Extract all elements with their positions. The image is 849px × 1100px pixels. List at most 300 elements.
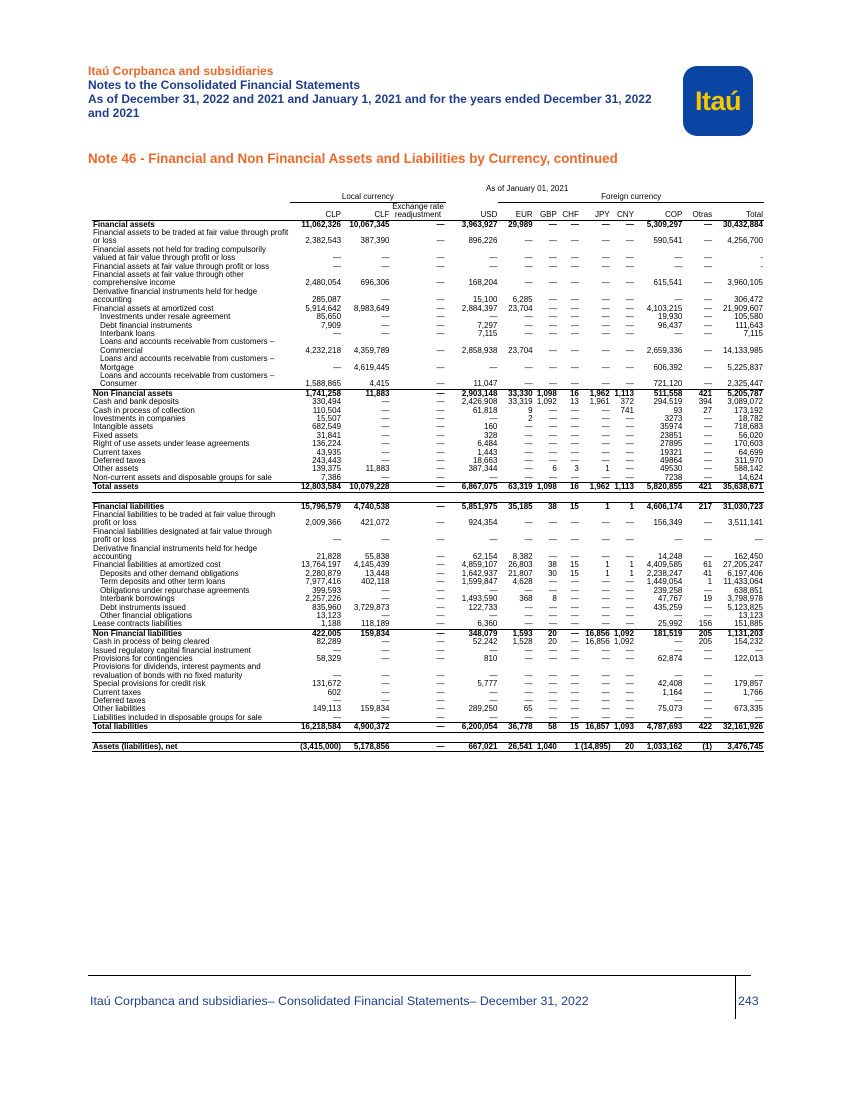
- cell-value: —: [570, 518, 579, 528]
- cell-value: —: [570, 253, 579, 263]
- cell-value: 56,020: [738, 431, 763, 440]
- column-header: CNY: [617, 211, 634, 220]
- cell-value: 615,541: [653, 278, 683, 288]
- cell-value: 3,798,978: [727, 595, 763, 604]
- cell-value: 19,930: [657, 313, 683, 322]
- cell-value: —: [570, 406, 579, 415]
- cell-value: —: [625, 321, 634, 330]
- cell-value: —: [381, 586, 390, 595]
- cell-value: —: [570, 696, 579, 705]
- cell-value: —: [570, 638, 579, 647]
- cell-value: 368: [519, 595, 533, 604]
- cell-value: —: [548, 414, 557, 423]
- cell-value: 173,192: [734, 406, 763, 415]
- cell-value: 21,807: [508, 569, 533, 578]
- cell-value: —: [524, 586, 533, 595]
- cell-value: —: [489, 586, 498, 595]
- cell-value: —: [704, 414, 713, 423]
- cell-value: 5,123,825: [727, 603, 763, 612]
- cell-value: —: [333, 713, 342, 722]
- column-header: GBP: [539, 211, 557, 220]
- footer-vertical-divider: [735, 975, 736, 1019]
- cell-value: —: [704, 535, 713, 545]
- cell-value: —: [524, 680, 533, 689]
- cell-value: —: [436, 304, 445, 313]
- cell-value: —: [534, 220, 558, 229]
- row-label: Non Financial assets: [92, 389, 290, 398]
- cell-value: 33,330: [498, 389, 533, 398]
- cell-value: 3: [574, 465, 579, 474]
- cell-value: 421,072: [360, 518, 390, 528]
- table-row: [92, 483, 764, 492]
- cell-value: —: [548, 688, 557, 697]
- cell-value: 1: [558, 742, 580, 751]
- cell-value: —: [436, 321, 445, 330]
- cell-value: —: [704, 345, 713, 355]
- cell-value: —: [548, 329, 557, 338]
- cell-value: 1,766: [742, 688, 763, 697]
- cell-value: 16,218,584: [290, 723, 342, 732]
- cell-value: —: [570, 278, 579, 288]
- cell-value: —: [625, 423, 634, 432]
- cell-value: —: [625, 448, 634, 457]
- cell-value: —: [601, 688, 610, 697]
- cell-value: 16,856: [580, 629, 611, 638]
- cell-value: 1,449,054: [646, 578, 683, 587]
- cell-value: 4,415: [369, 379, 390, 389]
- row-label: Loans and accounts receivable from customers – Mortgage: [100, 355, 275, 372]
- cell-value: —: [570, 654, 579, 663]
- cell-value: —: [381, 670, 390, 680]
- cell-value: —: [489, 262, 498, 271]
- cell-value: —: [390, 502, 445, 511]
- cell-value: 924,354: [468, 518, 498, 528]
- cell-value: —: [381, 638, 390, 647]
- cell-value: —: [704, 321, 713, 330]
- cell-value: —: [436, 431, 445, 440]
- row-label: Deposits and other demand obligations: [100, 569, 239, 578]
- table-row: [92, 587, 764, 595]
- cell-value: —: [704, 586, 713, 595]
- cell-value: —: [381, 253, 390, 263]
- cell-value: 29,989: [498, 220, 533, 229]
- cell-value: —: [601, 345, 610, 355]
- cell-value: —: [704, 654, 713, 663]
- cell-value: —: [558, 629, 580, 638]
- cell-value: (3,415,000): [290, 742, 342, 751]
- cell-value: 7,297: [477, 321, 498, 330]
- cell-value: —: [601, 680, 610, 689]
- table-row: [92, 474, 764, 483]
- cell-value: 82,289: [316, 638, 342, 647]
- cell-value: 15,100: [472, 295, 498, 305]
- row-label: Deferred taxes: [93, 457, 146, 465]
- cell-value: —: [489, 535, 498, 545]
- row-label: Debt financial instruments: [100, 321, 193, 330]
- row-label: Provisions for contingencies: [93, 654, 193, 663]
- cell-value: 1,741,258: [290, 389, 342, 398]
- cell-value: —: [436, 578, 445, 587]
- cell-value: —: [625, 431, 634, 440]
- cell-value: 1: [605, 561, 610, 570]
- table-row: [92, 612, 764, 620]
- cell-value: —: [570, 304, 579, 313]
- cell-value: 1: [605, 465, 610, 474]
- cell-value: —: [489, 414, 498, 423]
- cell-value: —: [333, 535, 342, 545]
- cell-value: 20: [534, 629, 558, 638]
- cell-value: —: [524, 696, 533, 705]
- cell-value: 16: [558, 389, 580, 398]
- cell-value: —: [436, 295, 445, 305]
- cell-value: —: [524, 465, 533, 474]
- cell-value: —: [601, 457, 610, 465]
- cell-value: —: [704, 465, 713, 474]
- cell-value: 5,820,855: [635, 483, 683, 492]
- cell-value: 421: [683, 483, 713, 492]
- cell-value: 19321: [660, 448, 683, 457]
- logo-text: Itaú: [694, 85, 741, 116]
- cell-value: -: [760, 262, 763, 271]
- cell-value: —: [548, 253, 557, 263]
- cell-value: —: [381, 680, 390, 689]
- cell-value: —: [524, 646, 533, 655]
- cell-value: 4,619,445: [353, 362, 390, 372]
- cell-value: —: [625, 313, 634, 322]
- cell-value: —: [704, 431, 713, 440]
- row-label: Other financial obligations: [100, 611, 193, 620]
- cell-value: —: [548, 586, 557, 595]
- cell-value: 1,092: [613, 638, 634, 647]
- cell-value: —: [625, 295, 634, 305]
- cell-value: —: [436, 379, 445, 389]
- cell-value: —: [524, 379, 533, 389]
- cell-value: —: [390, 220, 445, 229]
- row-label: Total assets: [92, 483, 290, 492]
- cell-value: 35,638,671: [713, 483, 764, 492]
- row-label: Assets (liabilities), net: [92, 742, 290, 751]
- table-row: [92, 629, 764, 638]
- cell-value: 13,764,197: [300, 561, 342, 570]
- cell-value: —: [390, 723, 445, 732]
- cell-value: —: [390, 629, 445, 638]
- row-label: Derivative financial instruments held for hedge accounting: [93, 287, 258, 305]
- cell-value: 1,033,162: [635, 742, 683, 751]
- row-label: Financial assets not held for trading compulsorily valued at fair value through profit or loss: [93, 245, 266, 263]
- cell-value: 721,120: [653, 379, 683, 389]
- cell-value: —: [524, 440, 533, 449]
- cell-value: —: [601, 253, 610, 263]
- cell-value: 10,079,228: [342, 483, 390, 492]
- cell-value: 4,409,585: [646, 561, 683, 570]
- row-label: Financial liabilities to be traded at fair value through profit or loss: [93, 511, 276, 528]
- cell-value: —: [601, 670, 610, 680]
- cell-value: —: [436, 362, 445, 372]
- cell-value: 3,960,105: [727, 278, 763, 288]
- table-row: [92, 229, 764, 246]
- row-label: Debt instruments issued: [100, 603, 186, 612]
- cell-value: 62,874: [657, 654, 683, 663]
- cell-value: 36,778: [498, 723, 533, 732]
- table-row: [92, 398, 764, 406]
- cell-value: —: [436, 236, 445, 246]
- cell-value: —: [548, 406, 557, 415]
- table-body: [92, 220, 764, 751]
- table-row: [92, 372, 764, 389]
- cell-value: —: [436, 595, 445, 604]
- cell-value: —: [625, 304, 634, 313]
- cell-value: 4,859,107: [461, 561, 498, 570]
- cell-value: 243,443: [312, 457, 342, 465]
- cell-value: —: [548, 552, 557, 562]
- cell-value: —: [674, 262, 683, 271]
- cell-value: 387,344: [468, 465, 498, 474]
- cell-value: 4,145,439: [353, 561, 390, 570]
- cell-value: —: [625, 578, 634, 587]
- cell-value: —: [704, 304, 713, 313]
- cell-value: 741: [620, 406, 634, 415]
- row-label: Loans and accounts receivable from customers – Commercial: [100, 338, 275, 355]
- cell-value: 1,131,203: [713, 629, 764, 638]
- cell-value: 7,909: [320, 321, 342, 330]
- spacer-row: [92, 492, 764, 502]
- cell-value: —: [381, 423, 390, 432]
- cell-value: 8,983,649: [353, 304, 390, 313]
- report-header: [88, 64, 688, 120]
- cell-value: 14,248: [657, 552, 683, 562]
- cell-value: 1,098: [534, 483, 558, 492]
- cell-value: -: [760, 253, 763, 263]
- header-line-2: As of December 31, 2022 and 2021 and January 1, 2021 and for the years ended December 31, 2022: [88, 92, 652, 106]
- row-label: Other liabilities: [93, 705, 146, 714]
- cell-value: 122,013: [734, 654, 763, 663]
- cell-value: 2,659,336: [646, 345, 683, 355]
- row-label: Financial assets: [92, 220, 290, 229]
- cell-value: 1: [629, 569, 634, 578]
- cell-value: 11,062,326: [290, 220, 342, 229]
- cell-value: —: [548, 448, 557, 457]
- cell-value: —: [489, 713, 498, 722]
- cell-value: 31,030,723: [713, 502, 764, 511]
- cell-value: 93: [673, 406, 683, 415]
- cell-value: —: [601, 329, 610, 338]
- cell-value: 399,593: [312, 586, 342, 595]
- cell-value: 3273: [664, 414, 683, 423]
- cell-value: 4,359,789: [353, 345, 390, 355]
- cell-value: —: [601, 535, 610, 545]
- cell-value: —: [625, 345, 634, 355]
- cell-value: —: [524, 313, 533, 322]
- cell-value: 4,232,218: [305, 345, 342, 355]
- cell-value: —: [683, 220, 713, 229]
- cell-value: 20: [611, 742, 635, 751]
- cell-value: —: [548, 535, 557, 545]
- cell-value: 55,838: [365, 552, 390, 562]
- cell-value: —: [601, 603, 610, 612]
- cell-value: —: [489, 362, 498, 372]
- cell-value: 26,541: [498, 742, 533, 751]
- cell-value: 111,643: [735, 321, 763, 330]
- cell-value: 170,603: [734, 440, 763, 449]
- cell-value: —: [625, 620, 634, 629]
- cell-value: —: [333, 646, 342, 655]
- cell-value: 5,777: [477, 680, 498, 689]
- cell-value: —: [436, 535, 445, 545]
- table-row: [92, 457, 764, 465]
- cell-value: —: [704, 457, 713, 465]
- cell-value: 21,909,607: [722, 304, 763, 313]
- cell-value: —: [625, 518, 634, 528]
- cell-value: 16,856: [585, 638, 610, 647]
- table-row: [92, 305, 764, 313]
- cell-value: —: [524, 329, 533, 338]
- cell-value: 105,580: [734, 313, 763, 322]
- cell-value: —: [548, 321, 557, 330]
- cell-value: —: [570, 586, 579, 595]
- cell-value: 27895: [660, 440, 683, 449]
- cell-value: 11,883: [365, 465, 390, 474]
- spacer-row: [92, 732, 764, 742]
- cell-value: —: [548, 440, 557, 449]
- cell-value: 1,164: [662, 688, 683, 697]
- cell-value: 2,382,543: [305, 236, 342, 246]
- cell-value: —: [704, 423, 713, 432]
- cell-value: 1,599,847: [461, 578, 498, 587]
- cell-value: —: [601, 313, 610, 322]
- cell-value: 2,480,054: [305, 278, 342, 288]
- cell-value: —: [381, 414, 390, 423]
- cell-value: —: [704, 646, 713, 655]
- cell-value: 8,382: [512, 552, 533, 562]
- cell-value: 30,432,884: [713, 220, 764, 229]
- cell-value: —: [524, 518, 533, 528]
- cell-value: —: [548, 236, 557, 246]
- cell-value: 9: [528, 406, 533, 415]
- cell-value: —: [704, 688, 713, 697]
- cell-value: —: [704, 518, 713, 528]
- cell-value: 1,092: [536, 398, 557, 407]
- cell-value: —: [704, 262, 713, 271]
- cell-value: 13,123: [738, 611, 763, 620]
- cell-value: 149,113: [312, 705, 342, 714]
- itau-logo: [683, 66, 753, 136]
- cell-value: —: [548, 304, 557, 313]
- cell-value: —: [381, 654, 390, 663]
- cell-value: —: [704, 696, 713, 705]
- table-row: [92, 432, 764, 440]
- cell-value: 15: [569, 561, 579, 570]
- cell-value: —: [548, 262, 557, 271]
- table-row: [92, 663, 764, 680]
- cell-value: —: [436, 448, 445, 457]
- cell-value: 15: [558, 502, 580, 511]
- cell-value: 41: [703, 569, 713, 578]
- column-header-row: [92, 211, 764, 220]
- cell-value: —: [674, 646, 683, 655]
- cell-value: —: [436, 620, 445, 629]
- row-label: Cash in process of collection: [93, 406, 195, 415]
- cell-value: —: [570, 705, 579, 714]
- column-header: readjustment: [394, 211, 442, 220]
- cell-value: —: [524, 253, 533, 263]
- cell-value: —: [333, 329, 342, 338]
- cell-value: —: [524, 713, 533, 722]
- row-label: Financial liabilities designated at fair value through profit or loss: [93, 527, 272, 545]
- cell-value: —: [381, 431, 390, 440]
- cell-value: 239,258: [653, 586, 683, 595]
- cell-value: —: [570, 552, 579, 562]
- cell-value: 13: [569, 398, 579, 407]
- cell-value: —: [548, 362, 557, 372]
- cell-value: 58,329: [316, 654, 342, 663]
- cell-value: 110,504: [312, 406, 342, 415]
- cell-value: 47,767: [657, 595, 683, 604]
- cell-value: —: [548, 713, 557, 722]
- cell-value: 42,408: [657, 680, 683, 689]
- cell-value: 30: [547, 569, 557, 578]
- cell-value: 4,256,700: [727, 236, 763, 246]
- cell-value: —: [570, 713, 579, 722]
- cell-value: 205: [698, 638, 713, 647]
- cell-value: —: [601, 586, 610, 595]
- cell-value: 2,903,148: [446, 389, 499, 398]
- table-row: [92, 355, 764, 372]
- cell-value: —: [625, 680, 634, 689]
- cell-value: —: [436, 329, 445, 338]
- page-number: 243: [738, 994, 759, 1008]
- cell-value: —: [704, 611, 713, 620]
- cell-value: —: [436, 680, 445, 689]
- cell-value: —: [436, 253, 445, 263]
- table-row: [92, 220, 764, 229]
- cell-value: 4,628: [512, 578, 533, 587]
- table-row: [92, 389, 764, 398]
- cell-value: 160: [484, 423, 498, 432]
- cell-value: 154,232: [734, 638, 763, 647]
- column-header: CLF: [374, 211, 390, 220]
- cell-value: 7,115: [477, 329, 498, 338]
- column-header: USD: [480, 211, 498, 220]
- cell-value: 65: [523, 705, 533, 714]
- table-row: [92, 440, 764, 448]
- cell-value: —: [601, 620, 610, 629]
- cell-value: 1,040: [534, 742, 558, 751]
- cell-value: —: [570, 611, 579, 620]
- cell-value: —: [625, 595, 634, 604]
- cell-value: 38: [534, 502, 558, 511]
- date-header: As of January 01, 2021: [485, 185, 569, 193]
- cell-value: —: [436, 473, 445, 482]
- cell-value: —: [625, 603, 634, 612]
- cell-value: 402,118: [361, 578, 390, 587]
- cell-value: —: [570, 379, 579, 389]
- cell-value: —: [704, 253, 713, 263]
- cell-value: 1: [707, 578, 713, 587]
- cell-value: —: [381, 448, 390, 457]
- table-row: [92, 246, 764, 263]
- cell-value: 1,962: [580, 483, 611, 492]
- cell-value: 435,259: [653, 603, 683, 612]
- cell-value: —: [570, 457, 579, 465]
- cell-value: 2,238,247: [646, 569, 683, 578]
- cell-value: —: [436, 561, 445, 570]
- cell-value: —: [704, 473, 713, 482]
- cell-value: —: [570, 620, 579, 629]
- cell-value: —: [625, 414, 634, 423]
- row-label: Non-current assets and disposable groups for sale: [93, 473, 272, 482]
- row-label: Financial liabilities: [92, 502, 290, 511]
- table-row: [92, 705, 764, 713]
